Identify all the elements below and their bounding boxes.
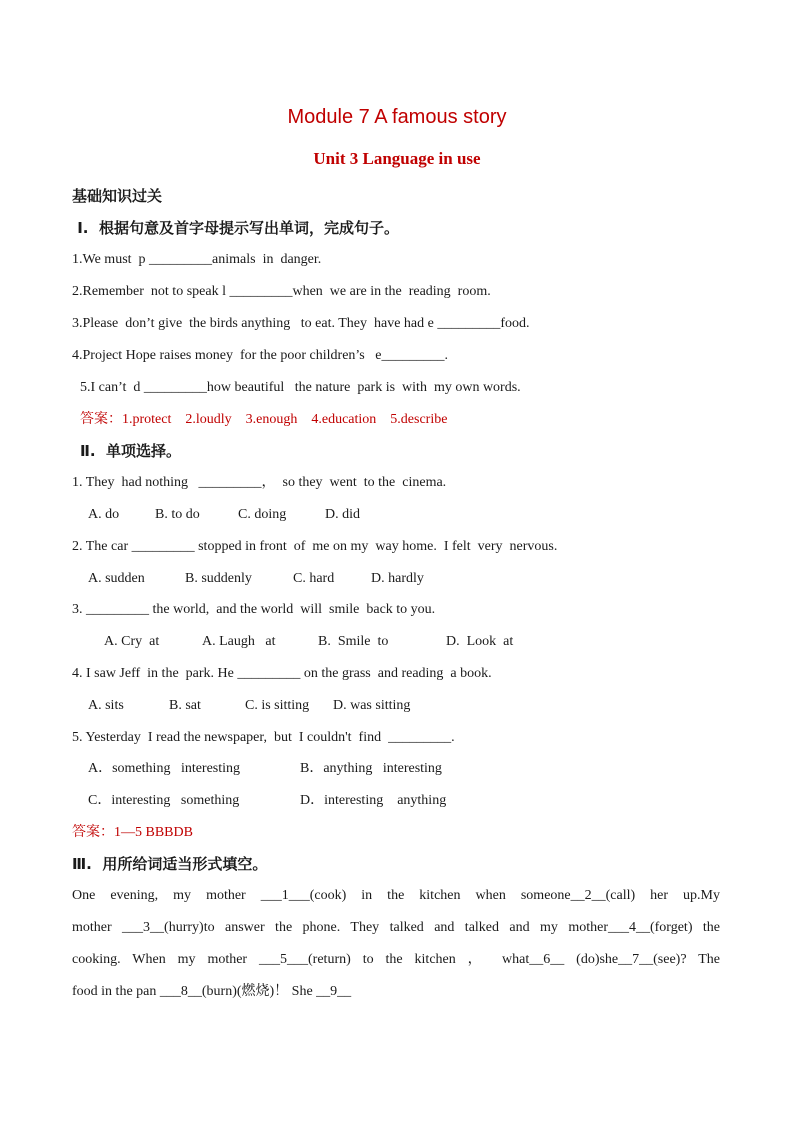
part3-line-3: cooking. When my mother ___5___(return) to the kitchen ， what__6__ (do)she__7__(see)? The bbox=[72, 952, 720, 967]
q4-choice-a: A. sits bbox=[88, 698, 124, 713]
part1-item-4: 4.Project Hope raises money for the poor children’s e_________. bbox=[72, 348, 448, 363]
q2-choice-b: B. suddenly bbox=[185, 571, 252, 586]
part3-heading: Ⅲ. 用所给词适当形式填空。 bbox=[72, 855, 268, 873]
part1-heading: Ⅰ. 根据句意及首字母提示写出单词，完成句子。 bbox=[72, 219, 399, 237]
q3-stem: 3. _________ the world, and the world will smile back to you. bbox=[72, 602, 436, 617]
q3-choice-c: B. Smile to bbox=[318, 634, 389, 649]
q5-choice-b: B．anything interesting bbox=[300, 761, 442, 776]
q2-stem: 2. The car _________ stopped in front of me on my way home. I felt very nervous. bbox=[72, 539, 558, 554]
part3-line-4: food in the pan ___8__(burn)(燃烧)！ She __9__ bbox=[72, 984, 352, 999]
part3-line-1: One evening, my mother ___1___(cook) in the kitchen when someone__2__(call) her up.My bbox=[72, 888, 720, 903]
q2-choice-a: A. sudden bbox=[88, 571, 145, 586]
q4-choice-b: B. sat bbox=[169, 698, 201, 713]
q3-choice-a: A. Cry at bbox=[104, 634, 160, 649]
part2-answer: 答案：1—5 BBBDB bbox=[72, 825, 193, 840]
part3-line-2: mother ___3__(hurry)to answer the phone. They talked and talked and my mother___4__(forget) the bbox=[72, 920, 720, 935]
q5-choice-c: C．interesting something bbox=[88, 793, 240, 808]
q1-choice-d: D. did bbox=[325, 507, 360, 522]
q3-choice-d: D. Look at bbox=[446, 634, 514, 649]
q4-choice-d: D. was sitting bbox=[333, 698, 411, 713]
q5-choice-d: D．interesting anything bbox=[300, 793, 447, 808]
q2-choice-c: C. hard bbox=[293, 571, 335, 586]
part1-item-5: 5.I can’t d _________how beautiful the nature park is with my own words. bbox=[80, 380, 521, 395]
part1-answer: 答案：1.protect 2.loudly 3.enough 4.education 5.describe bbox=[80, 412, 448, 427]
q1-choice-c: C. doing bbox=[238, 507, 287, 522]
section-basic-heading: 基础知识过关 bbox=[72, 187, 163, 205]
page-subtitle: Unit 3 Language in use bbox=[313, 149, 481, 168]
part1-item-3: 3.Please don’t give the birds anything to eat. They have had e _________food. bbox=[72, 316, 530, 331]
part2-heading: Ⅱ. 单项选择。 bbox=[80, 442, 182, 460]
q3-choice-b: A. Laugh at bbox=[202, 634, 276, 649]
q1-stem: 1. They had nothing _________， so they went to the cinema. bbox=[72, 475, 447, 490]
q4-stem: 4. I saw Jeff in the park. He _________ on the grass and reading a book. bbox=[72, 666, 492, 681]
q1-choice-b: B. to do bbox=[155, 507, 200, 522]
q5-stem: 5. Yesterday I read the newspaper, but I couldn't find _________. bbox=[72, 730, 455, 745]
part1-item-1: 1.We must p _________animals in danger. bbox=[72, 252, 322, 267]
page-title: Module 7 A famous story bbox=[287, 106, 507, 128]
q5-choice-a: A．something interesting bbox=[88, 761, 241, 776]
q2-choice-d: D. hardly bbox=[371, 571, 424, 586]
part1-item-2: 2.Remember not to speak l _________when we are in the reading room. bbox=[72, 284, 491, 299]
q1-choice-a: A. do bbox=[88, 507, 120, 522]
q4-choice-c: C. is sitting bbox=[245, 698, 310, 713]
